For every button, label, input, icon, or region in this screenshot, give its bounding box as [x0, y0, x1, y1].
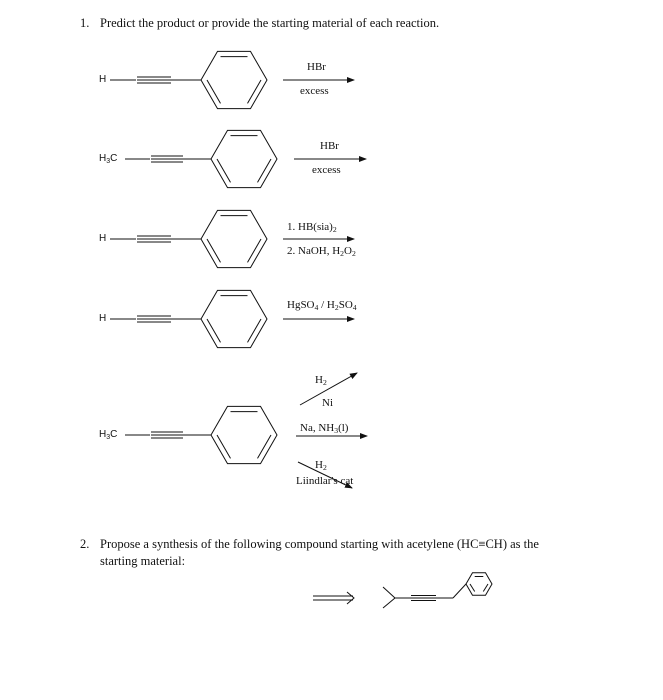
- reaction-3-structure: [110, 210, 267, 267]
- question-2-heading: [80, 536, 539, 553]
- benzene-ring-1: [201, 51, 267, 108]
- question-1-number: 1.: [80, 16, 90, 30]
- reaction-1-reagent-bottom: excess: [300, 85, 329, 97]
- reaction-1-reagent-top: HBr: [307, 61, 326, 73]
- benzene-ring-4: [201, 290, 267, 347]
- reaction-5-up-top: $H_2$: [315, 374, 327, 387]
- reaction-3-reagent-line2: 2. NaOH, $H_2O_2$: [287, 245, 356, 258]
- reaction-5-mid-label: Na, $NH_3(l)$: [300, 422, 349, 435]
- reaction-5-up-bottom: Ni: [322, 397, 333, 409]
- reaction-2-substituent: $H_3C$: [99, 153, 118, 165]
- benzene-ring-5: [211, 406, 277, 463]
- benzene-ring-target: [466, 573, 492, 596]
- question-2-text-line2: starting material:: [100, 554, 186, 568]
- benzene-ring-2: [211, 130, 277, 187]
- reaction-5-structure: [125, 406, 277, 463]
- question-1-text: Predict the product or provide the starting material of each reaction.: [100, 16, 440, 30]
- question-2-text-line1: Propose a synthesis of the following compound starting with acetylene (HC≡CH) as the: [100, 537, 539, 551]
- reaction-4-substituent: H: [99, 313, 107, 324]
- reaction-5-down-top: $H_2$: [315, 459, 327, 472]
- reaction-4-reagent-top: HgSO$_4$ / $H_2SO_4$: [287, 299, 357, 312]
- reaction-3-reagent-line1: 1. $HB(sia)_2$: [287, 221, 337, 234]
- reaction-3-substituent: H: [99, 233, 107, 244]
- synthesis-arrow: [313, 592, 354, 604]
- reaction-1-substituent: H: [99, 74, 107, 85]
- reaction-2-reagent-top: HBr: [320, 140, 339, 152]
- reaction-4-structure: [110, 290, 267, 347]
- reaction-1-structure: [110, 51, 267, 108]
- benzene-ring-3: [201, 210, 267, 267]
- reaction-5-down-bottom: Liindlar's cat: [296, 475, 354, 487]
- question-2-number: 2.: [80, 537, 90, 551]
- reaction-5-substituent: $H_3C$: [99, 429, 118, 441]
- reaction-2-reagent-bottom: excess: [312, 164, 341, 176]
- target-compound: [383, 573, 492, 608]
- reaction-2-structure: [125, 130, 277, 187]
